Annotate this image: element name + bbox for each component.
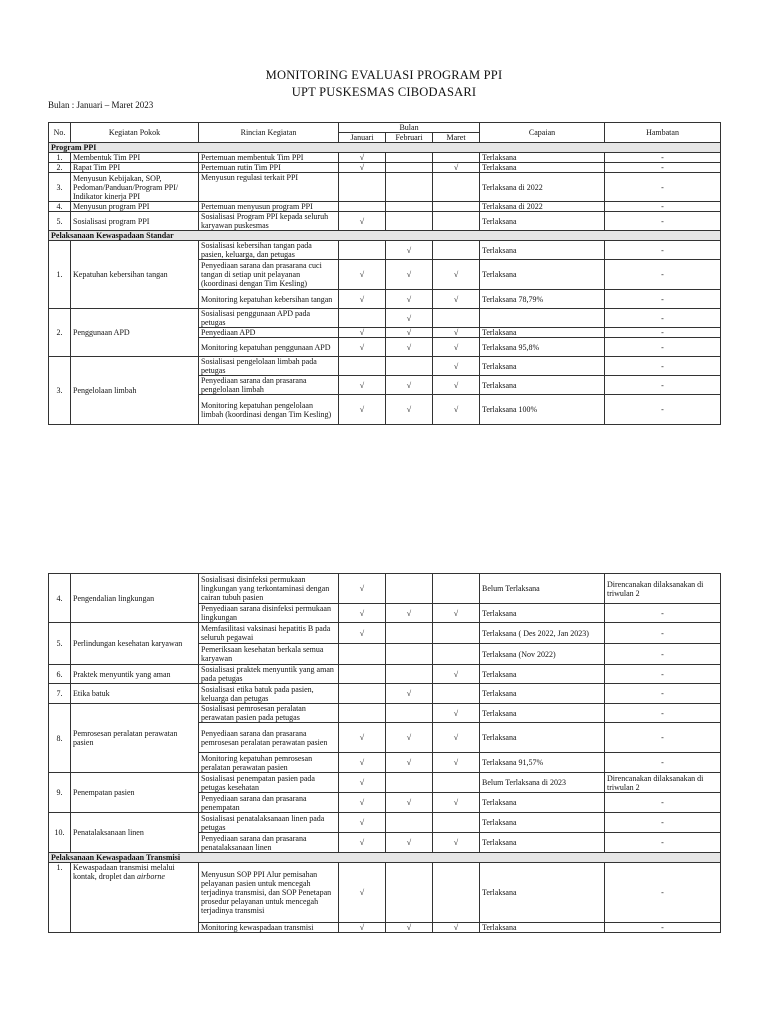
header-maret: Maret	[433, 133, 480, 143]
table-row: 3. Menyusun Kebijakan, SOP, Pedoman/Panduan/Program PPI/ Indikator kinerja PPI Menyusun regulasi terkait PPI Terlaksana di 2022 -	[49, 173, 721, 202]
table-row: 1. Kepatuhan kebersihan tangan Sosialisasi kebersihan tangan pada pasien, keluarga, dan petugas √ Terlaksana -	[49, 241, 721, 260]
table-row: 5. Sosialisasi program PPI Sosialisasi Program PPI kepada seluruh karyawan puskesmas √ Terlaksana -	[49, 212, 721, 231]
table-row: Penyediaan sarana dan prasarana pengelolaan limbah √ √ √ Terlaksana -	[49, 376, 721, 395]
table-row: Monitoring kepatuhan penggunaan APD √ √ √ Terlaksana 95,8% -	[49, 338, 721, 357]
section-kewaspadaan-transmisi: Pelaksanaan Kewaspadaan Transmisi	[49, 853, 721, 863]
table-row: Monitoring kepatuhan kebersihan tangan √ √ √ Terlaksana 78,79% -	[49, 290, 721, 309]
header-kegiatan: Kegiatan Pokok	[71, 123, 199, 143]
table-row: Penyediaan sarana dan prasarana cuci tangan di setiap unit pelayanan (koordinasi dengan Tim Kesling) √ √ √ Terlaksana -	[49, 260, 721, 290]
header-februari: Februari	[386, 133, 433, 143]
table-row: 10. Penatalaksanaan linen Sosialisasi penatalaksanaan linen pada petugas √ Terlaksana -	[49, 813, 721, 833]
table-row: Penyediaan APD √ √ √ Terlaksana -	[49, 328, 721, 338]
table-row: Penyediaan sarana disinfeksi permukaan lingkungan √ √ √ Terlaksana -	[49, 604, 721, 623]
section-kewaspadaan-standar: Pelaksanaan Kewaspadaan Standar	[49, 231, 721, 241]
section-program-ppi: Program PPI	[49, 143, 721, 153]
table-row: 1. Membentuk Tim PPI Pertemuan membentuk Tim PPI √ Terlaksana -	[49, 153, 721, 163]
header-bulan: Bulan	[339, 123, 480, 133]
table-row: 1. Kewaspadaan transmisi melalui kontak, droplet dan airborne Menyusun SOP PPI Alur pemisahan pelayanan pasien untuk mencegah terjadinya transmisi, dan SOP Penetapan prosedur pelayanan untuk mencegah terjadinya transmisi √ Terlaksana -	[49, 863, 721, 923]
document-title: MONITORING EVALUASI PROGRAM PPI	[265, 68, 503, 82]
table-row: Monitoring kepatuhan pemrosesan peralatan perawatan pasien √ √ √ Terlaksana 91,57% -	[49, 753, 721, 773]
table-row: Pemeriksaan kesehatan berkala semua karyawan Terlaksana (Nov 2022) -	[49, 644, 721, 665]
header-hambatan: Hambatan	[605, 123, 721, 143]
monitoring-table-page2	[48, 573, 721, 933]
table-row: 6. Praktek menyuntik yang aman Sosialisasi praktek menyuntik yang aman pada petugas √ Terlaksana -	[49, 665, 721, 684]
table-row: Monitoring kepatuhan pengelolaan limbah (koordinasi dengan Tim Kesling) √ √ √ Terlaksana 100% -	[49, 395, 721, 425]
header-capaian: Capaian	[480, 123, 605, 143]
table-row: 9. Penempatan pasien Sosialisasi penempatan pasien pada petugas kesehatan √ Belum Terlaksana di 2023 Direncanakan dilaksanakan di triwulan 2	[49, 773, 721, 793]
table-row: 7. Etika batuk Sosialisasi etika batuk pada pasien, keluarga dan petugas √ Terlaksana -	[49, 684, 721, 704]
table-row: 5. Perlindungan kesehatan karyawan Memfasilitasi vaksinasi hepatitis B pada seluruh pegawai √ Terlaksana ( Des 2022, Jan 2023) -	[49, 623, 721, 644]
header-no: No.	[49, 123, 71, 143]
document-subtitle: UPT PUSKESMAS CIBODASARI	[291, 85, 477, 99]
header-rincian: Rincian Kegiatan	[199, 123, 339, 143]
table-row: 4. Menyusun program PPI Pertemuan menyusun program PPI Terlaksana di 2022 -	[49, 202, 721, 212]
table-row: Monitoring kewaspadaan transmisi √ √ √ Terlaksana -	[49, 923, 721, 933]
monitoring-table-page1	[48, 122, 721, 425]
table-row: 3. Pengelolaan limbah Sosialisasi pengelolaan limbah pada petugas √ Terlaksana -	[49, 357, 721, 376]
check-mark: √	[339, 153, 386, 163]
table-row: 8. Pemrosesan peralatan perawatan pasien Sosialisasi pemrosesan peralatan perawatan pasien pada petugas √ Terlaksana -	[49, 704, 721, 723]
table-row: 4. Pengendalian lingkungan Sosialisasi disinfeksi permukaan lingkungan yang terkontaminasi dengan cairan tubuh pasien √ Belum Terlaksana Direncanakan dilaksanakan di triwulan 2	[49, 574, 721, 604]
header-januari: Januari	[339, 133, 386, 143]
table-row: Penyediaan sarana dan prasarana penatalaksanaan linen √ √ √ Terlaksana -	[49, 833, 721, 853]
table-row: Penyediaan sarana dan prasarana penempatan √ √ √ Terlaksana -	[49, 793, 721, 813]
table-row: Penyediaan sarana dan prasarana pemrosesan peralatan perawatan pasien √ √ √ Terlaksana -	[49, 723, 721, 753]
table-row: 2. Rapat Tim PPI Pertemuan rutin Tim PPI √ √ Terlaksana -	[49, 163, 721, 173]
table-row: 2. Penggunaan APD Sosialisasi penggunaan APD pada petugas √ -	[49, 309, 721, 328]
period-label: Bulan : Januari – Maret 2023	[48, 100, 154, 110]
